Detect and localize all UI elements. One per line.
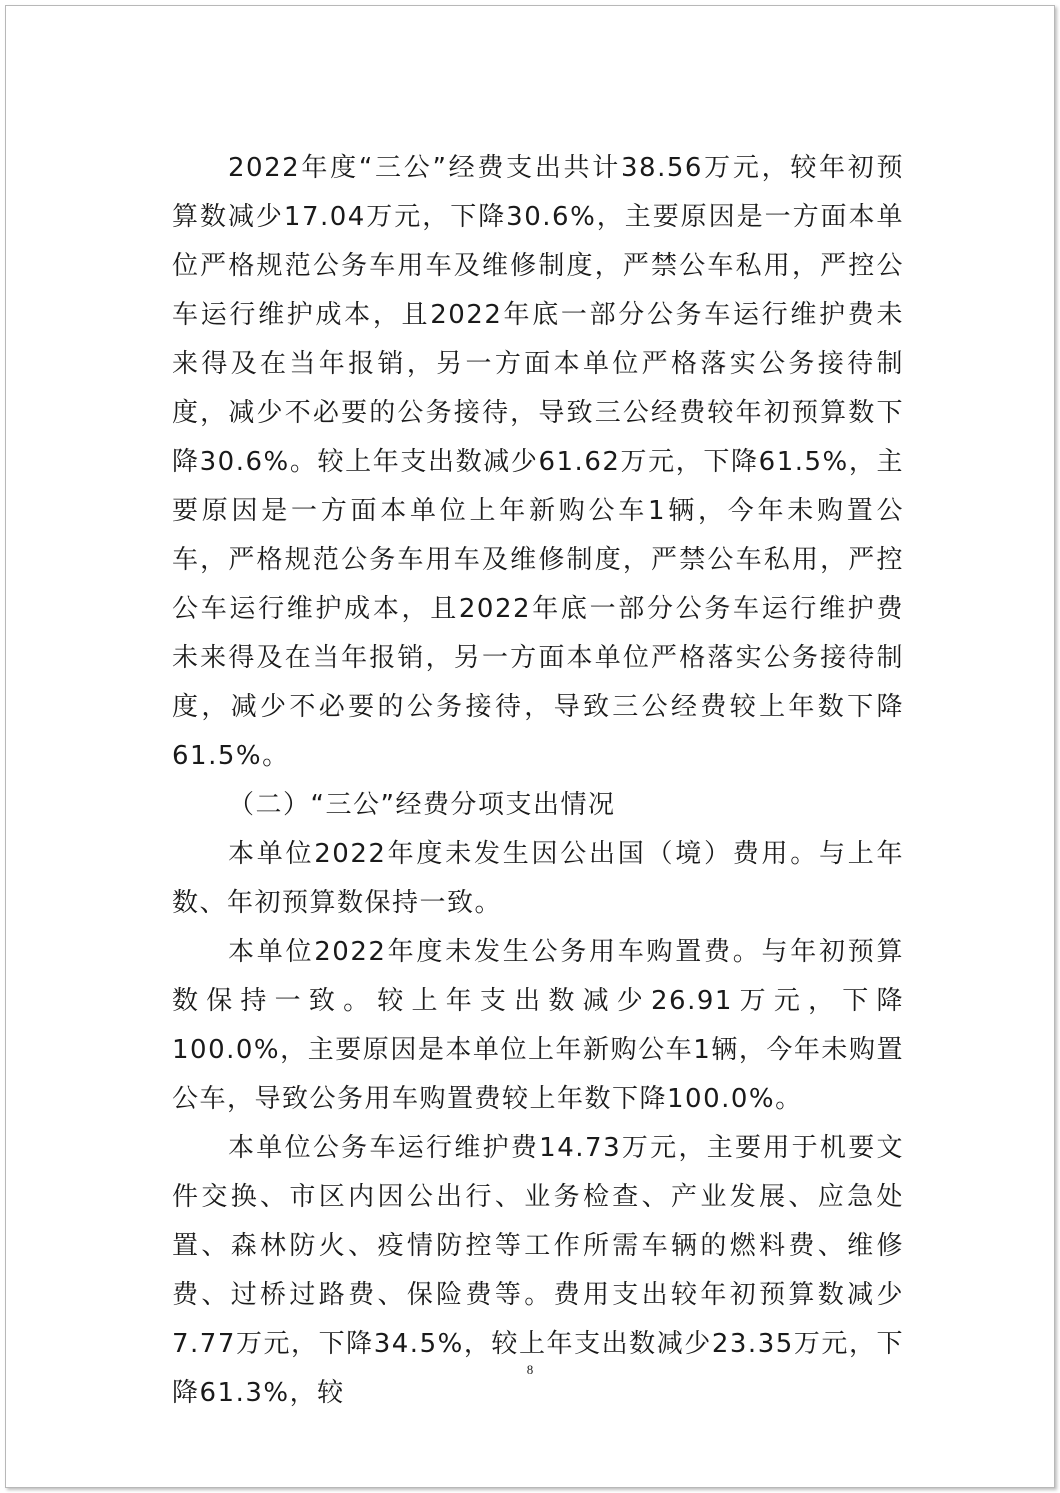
page-body bbox=[172, 144, 904, 1418]
paragraph-total-summary: 2022年度“三公”经费支出共计38.56万元，较年初预算数减少17.04万元，下降30.6%，主要原因是一方面本单位严格规范公务车用车及维修制度，严禁公车私用，严控公车运行维护成本，且2022年底一部分公务车运行维护费未来得及在当年报销，另一方面本单位严格落实公务接待制度，减少不必要的公务接待，导致三公经费较年初预算数下降30.6%。较上年支出数减少61.62万元，下降61.5%，主要原因是一方面本单位上年新购公车1辆，今年未购置公车，严格规范公务车用车及维修制度，严禁公车私用，严控公车运行维护成本，且2022年底一部分公务车运行维护费未来得及在当年报销，另一方面本单位严格落实公务接待制度，减少不必要的公务接待，导致三公经费较上年数下降61.5%。 bbox=[172, 153, 904, 771]
section-heading: （二）“三公”经费分项支出情况 bbox=[228, 790, 616, 820]
paragraph-vehicle-purchase: 本单位2022年度未发生公务用车购置费。与年初预算数保持一致。较上年支出数减少26.91万元，下降100.0%，主要原因是本单位上年新购公车1辆，今年未购置公车，导致公务用车购置费较上年数下降100.0%。 bbox=[172, 937, 904, 1114]
paragraph-overseas-travel: 本单位2022年度未发生因公出国（境）费用。与上年数、年初预算数保持一致。 bbox=[172, 839, 904, 918]
paragraph-vehicle-maintenance: 本单位公务车运行维护费14.73万元，主要用于机要文件交换、市区内因公出行、业务检查、产业发展、应急处置、森林防火、疫情防控等工作所需车辆的燃料费、维修费、过桥过路费、保险费等。费用支出较年初预算数减少7.77万元，下降34.5%，较上年支出数减少23.35万元，下降61.3%，较 bbox=[172, 1133, 904, 1408]
document-page bbox=[5, 5, 1055, 1488]
page-number: 8 bbox=[526, 1362, 534, 1377]
